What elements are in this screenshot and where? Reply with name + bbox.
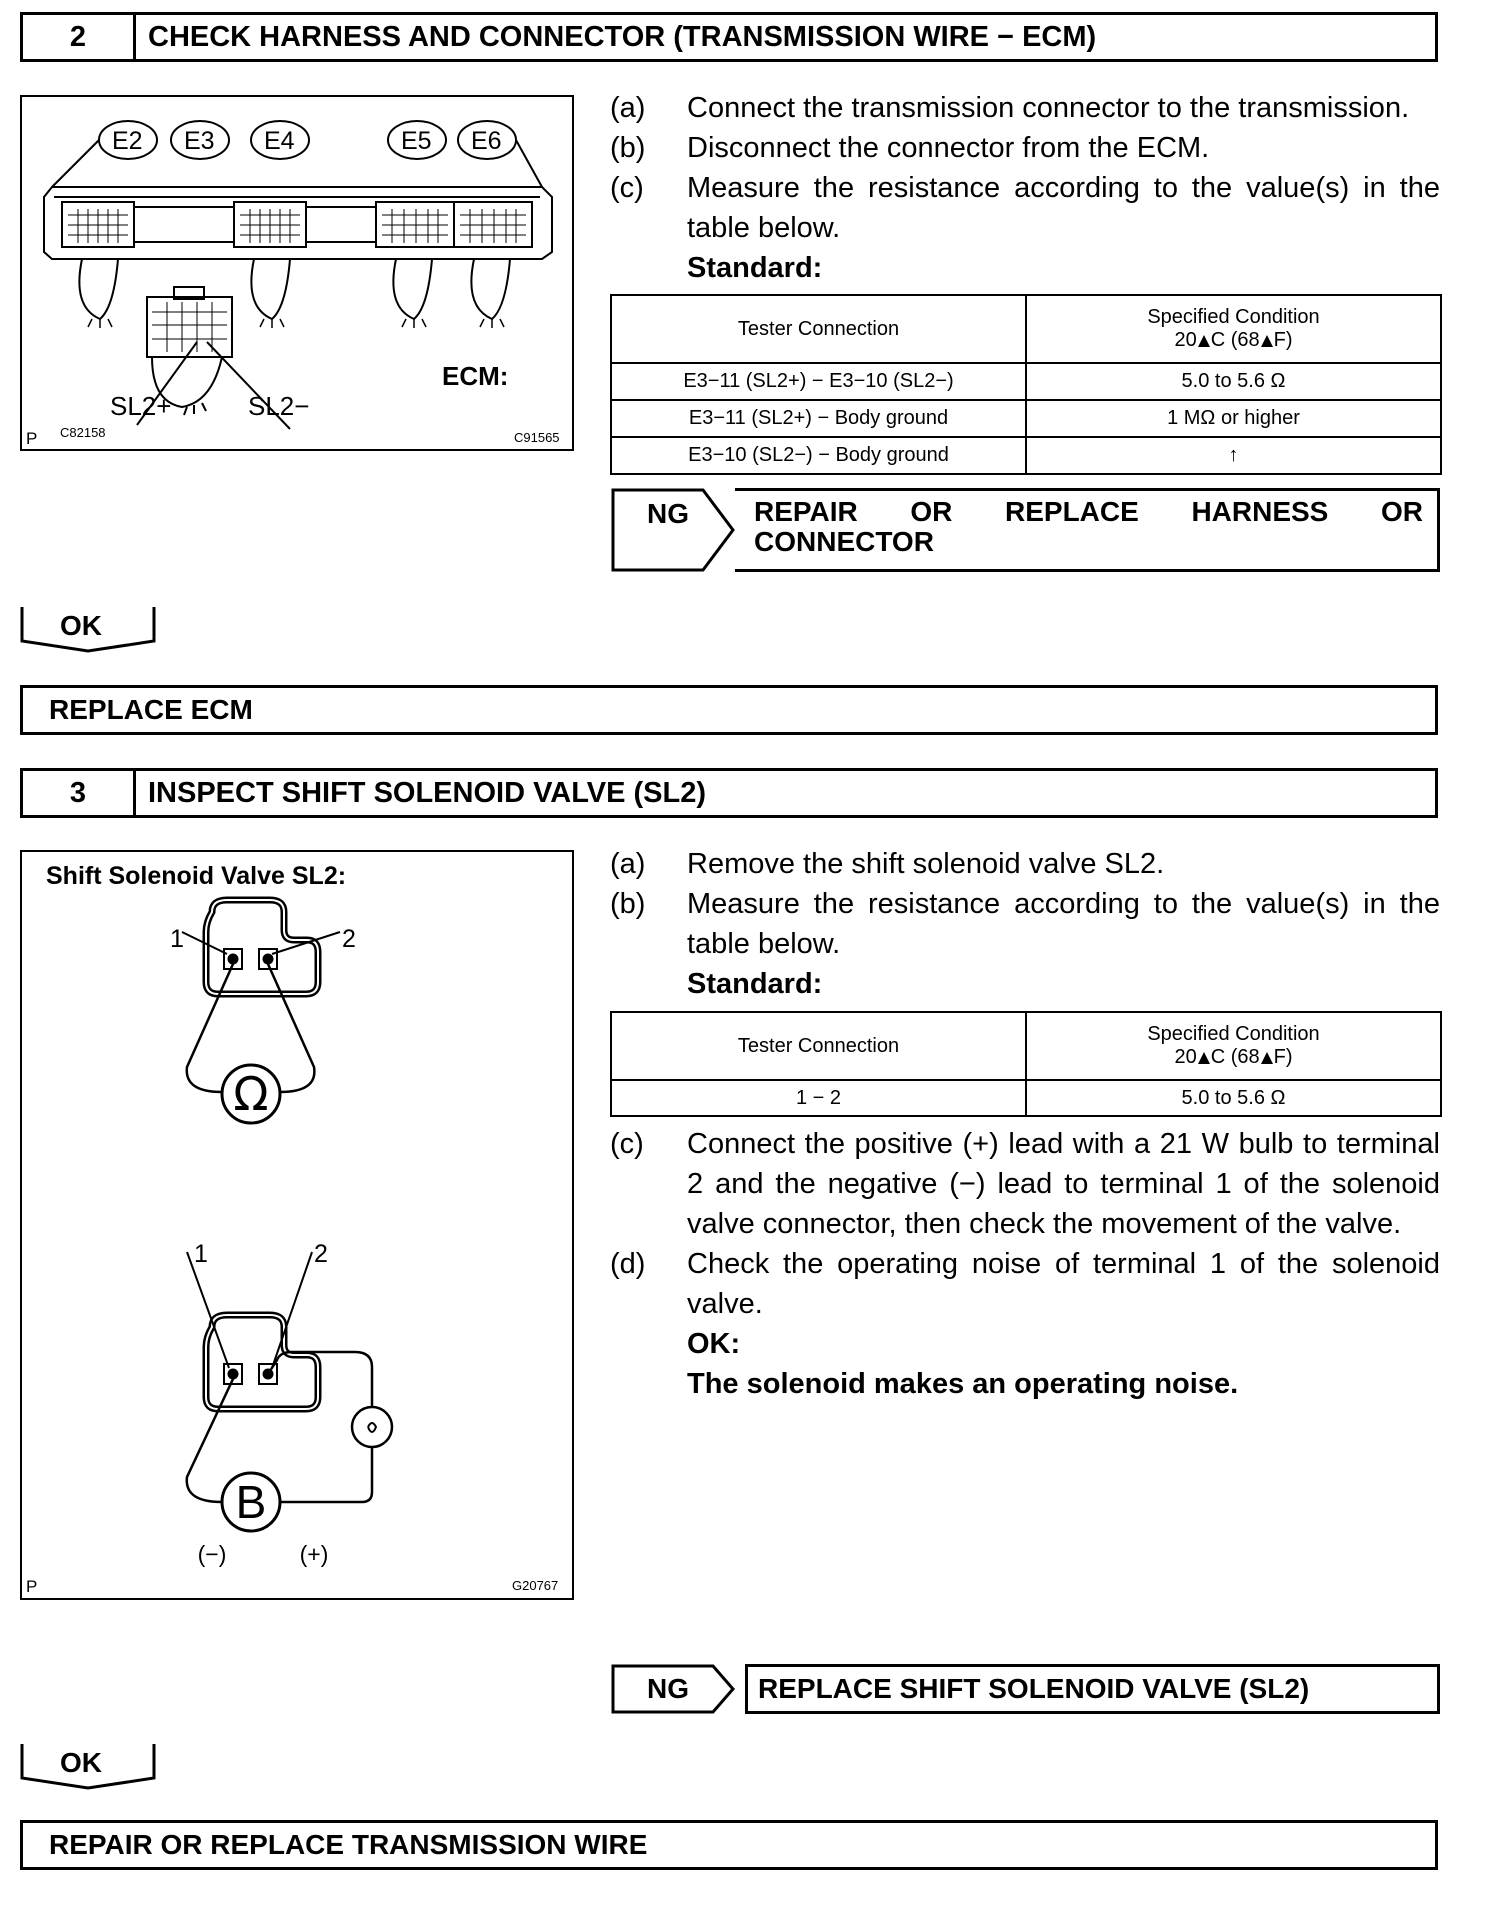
table-header-row [611, 295, 1441, 363]
pin-label: 1 [194, 1240, 208, 1268]
ok-label: OK [60, 610, 102, 641]
table-row: E3−10 (SL2−) − Body ground ↑ [611, 437, 1441, 474]
ohm-symbol: Ω [233, 1067, 269, 1121]
table-row: 1 − 2 5.0 to 5.6 Ω [611, 1080, 1441, 1116]
polarity-negative: (−) [197, 1541, 227, 1567]
header-tester-connection: Tester Connection [611, 295, 1026, 363]
ng-action-line: CONNECTOR [754, 526, 934, 557]
ng-label: NG [647, 498, 689, 529]
solenoid-figure [20, 850, 574, 1600]
transmission-connector [147, 297, 232, 357]
ng-action-box [735, 488, 1440, 572]
connector-id: E5 [401, 127, 432, 155]
instruction-item: (a) Connect the transmission connector to the transmission. [610, 92, 1410, 124]
corner-mark: P [26, 429, 38, 448]
pin-label: 2 [342, 925, 356, 953]
degree-icon [1261, 335, 1273, 347]
ecm-label: ECM: [442, 361, 509, 391]
connector-id: E2 [112, 127, 143, 155]
ng-action-box: REPLACE SHIFT SOLENOID VALVE (SL2) [745, 1664, 1440, 1714]
instruction-item: (c) Measure the resistance according to the value(s) in the table below. [610, 172, 1440, 244]
step-number: 3 [23, 771, 136, 815]
instruction-item: (c) Connect the positive (+) lead with a 21 W bulb to terminal 2 and the negative (−) lead to terminal 1 of the solenoid valve connector, then check the movement of the valve. [610, 1128, 1440, 1240]
pin-label: 1 [170, 925, 184, 953]
table-row: E3−11 (SL2+) − E3−10 (SL2−) 5.0 to 5.6 Ω [611, 363, 1441, 400]
ecm-connector-diagram [22, 97, 576, 453]
step-2-header [20, 12, 1438, 62]
step-number: 2 [23, 15, 136, 59]
solenoid-diagram [22, 852, 576, 1602]
degree-icon [1198, 335, 1210, 347]
degree-icon [1261, 1052, 1273, 1064]
instruction-item: (d) Check the operating noise of terminal 1 of the solenoid valve. [610, 1248, 1440, 1320]
pin-label: SL2+ [110, 391, 172, 421]
connector-id: E6 [471, 127, 502, 155]
polarity-positive: (+) [299, 1541, 329, 1567]
instruction-item: (a) Remove the shift solenoid valve SL2. [610, 848, 1165, 880]
connector-id: E3 [184, 127, 215, 155]
table-header-row [611, 1012, 1441, 1080]
result-replace-ecm: REPLACE ECM [20, 685, 1438, 735]
step-3-instructions-ab [610, 844, 1440, 1004]
step-2-spec-table [610, 294, 1442, 475]
step-title: INSPECT SHIFT SOLENOID VALVE (SL2) [148, 776, 707, 809]
step-title: CHECK HARNESS AND CONNECTOR (TRANSMISSION WIRE − ECM) [148, 20, 1097, 53]
ok-label: OK [60, 1747, 102, 1778]
result-repair-transmission-wire: REPAIR OR REPLACE TRANSMISSION WIRE [20, 1820, 1438, 1870]
standard-heading: Standard: [687, 252, 823, 284]
instruction-item: (b) Disconnect the connector from the ECM. [610, 132, 1210, 164]
bulb-icon [352, 1407, 392, 1447]
figure-code: G20767 [512, 1578, 559, 1593]
figure-code: C91565 [514, 430, 560, 445]
step-3-header [20, 768, 1438, 818]
ng-action-line: REPAIR OR REPLACE HARNESS OR [754, 496, 1423, 527]
ng-label: NG [647, 1673, 689, 1704]
table-row: E3−11 (SL2+) − Body ground 1 MΩ or higher [611, 400, 1441, 437]
figure-code: C82158 [60, 425, 106, 440]
ecm-connector-figure [20, 95, 574, 451]
corner-mark: P [26, 1577, 38, 1596]
step-3-spec-table [610, 1011, 1442, 1117]
figure-title: Shift Solenoid Valve SL2: [46, 862, 347, 890]
step-2-instructions [610, 88, 1440, 288]
standard-heading: Standard: [687, 968, 823, 1000]
instruction-item: (b) Measure the resistance according to the value(s) in the table below. [610, 888, 1440, 960]
pin-label: SL2− [248, 391, 310, 421]
ok-criteria-statement: The solenoid makes an operating noise. [687, 1368, 1239, 1400]
step-3-instructions-cd [610, 1124, 1440, 1404]
pin-label: 2 [314, 1240, 328, 1268]
battery-symbol: B [235, 1476, 267, 1528]
connector-id: E4 [264, 127, 295, 155]
header-specified-condition: Specified Condition 20 C (68 F) [1026, 295, 1441, 363]
header-specified-condition: Specified Condition 20 C (68 F) [1026, 1012, 1441, 1080]
header-tester-connection: Tester Connection [611, 1012, 1026, 1080]
ok-criteria-heading: OK: [687, 1328, 741, 1360]
degree-icon [1198, 1052, 1210, 1064]
